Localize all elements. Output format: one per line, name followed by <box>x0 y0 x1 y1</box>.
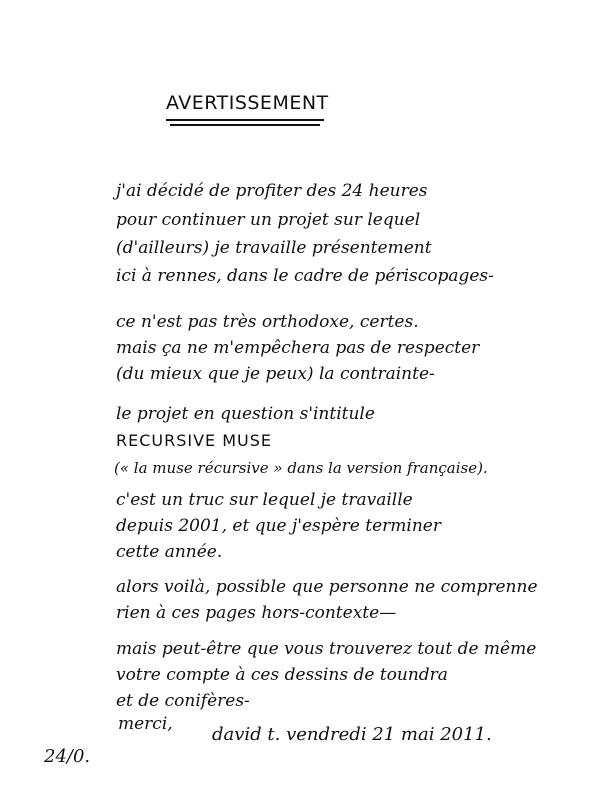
project-title-line: RECURSIVE MUSE <box>116 431 273 450</box>
closing-text: merci, <box>118 714 173 734</box>
text-line: c'est un truc sur lequel je travaille <box>116 490 413 510</box>
text-line: (« la muse récursive » dans la version française). <box>114 459 488 477</box>
text-line: mais peut-être que vous trouverez tout de même <box>116 639 537 659</box>
title-underline-2 <box>170 124 320 126</box>
text-line: (d'ailleurs) je travaille présentement <box>116 238 432 258</box>
text-line: ce n'est pas très orthodoxe, certes. <box>116 312 419 332</box>
text-line: (du mieux que je peux) la contrainte- <box>116 364 435 384</box>
page-number: 24/0. <box>44 746 91 767</box>
text-line: cette année. <box>116 542 223 562</box>
text-line: j'ai décidé de profiter des 24 heures <box>116 181 428 201</box>
title-underline-1 <box>166 119 324 121</box>
text-line: votre compte à ces dessins de toundra <box>116 665 448 685</box>
text-line: mais ça ne m'empêchera pas de respecter <box>116 338 480 358</box>
text-line: ici à rennes, dans le cadre de périscopages- <box>116 266 494 286</box>
text-line: et de conifères- <box>116 691 250 711</box>
text-line: pour continuer un projet sur lequel <box>116 210 421 230</box>
text-line: rien à ces pages hors-contexte— <box>116 603 397 623</box>
text-line: le projet en question s'intitule <box>116 404 375 424</box>
signature-text: david t. vendredi 21 mai 2011. <box>212 724 492 745</box>
text-line: alors voilà, possible que personne ne comprenne <box>116 577 538 597</box>
page-title: AVERTISSEMENT <box>166 92 329 114</box>
text-line: depuis 2001, et que j'espère terminer <box>116 516 441 536</box>
